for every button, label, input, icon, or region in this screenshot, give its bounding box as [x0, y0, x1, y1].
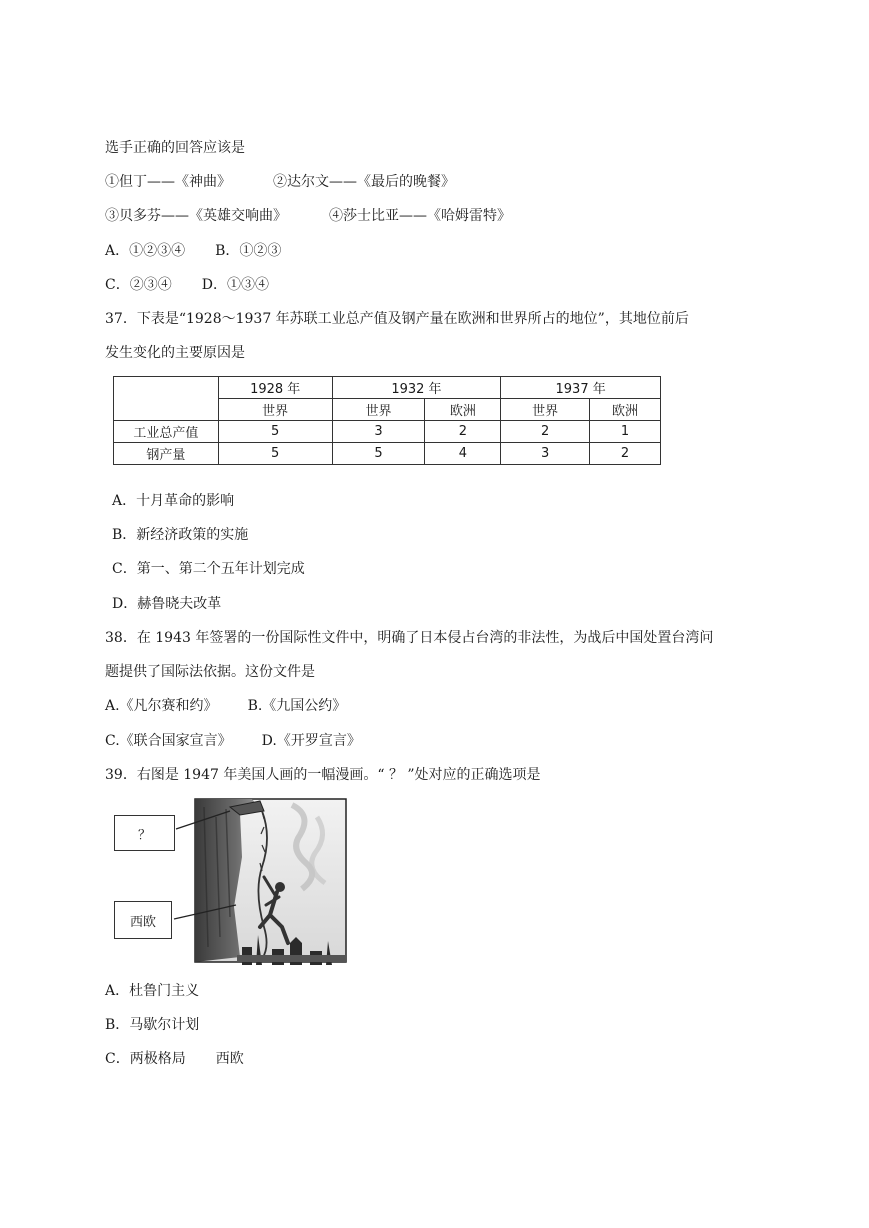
- q36-options-row-2: [105, 275, 269, 295]
- q36-option-c: C．②③④: [105, 277, 172, 293]
- cartoon-question-box: [114, 815, 175, 851]
- q37-stem-line-1: 37．下表是“1928～1937 年苏联工业总产值及钢产量在欧洲和世界所占的地位”，其地位前后: [105, 311, 689, 327]
- q36-statement-2: ②达尔文——《最后的晚餐》: [273, 174, 455, 190]
- table-cell: 4: [425, 443, 501, 465]
- cartoon-question-label: ？: [137, 827, 151, 843]
- q39-option-d-partial: 西欧: [215, 1051, 244, 1067]
- q37-option-c: C．第一、第二个五年计划完成: [112, 561, 305, 577]
- q37-option-d: D．赫鲁晓夫改革: [112, 596, 222, 612]
- q39-options-row-c: [105, 1049, 244, 1069]
- q36-statements-row-1: [105, 172, 455, 192]
- q38-option-b: B.《九国公约》: [247, 698, 347, 714]
- q36-option-a: A．①②③④: [105, 243, 186, 259]
- table-cell: 2: [501, 421, 590, 443]
- table-year-1937: 1937 年: [501, 377, 661, 399]
- cartoon-western-europe-label: 西欧: [129, 914, 156, 930]
- q37-option-b: B．新经济政策的实施: [112, 527, 249, 543]
- q36-statements-row-2: [105, 206, 511, 226]
- q36-option-d: D．①③④: [201, 277, 269, 293]
- table-row-label: 工业总产值: [114, 421, 219, 443]
- q38-option-c: C.《联合国家宣言》: [105, 733, 232, 749]
- table-cell: 3: [332, 421, 425, 443]
- q38-stem-line-2: 题提供了国际法依据。这份文件是: [105, 664, 315, 680]
- table-subheader: 世界: [332, 399, 425, 421]
- q38-option-d: D.《开罗宣言》: [261, 733, 361, 749]
- table-subheader: 世界: [218, 399, 332, 421]
- table-row-label: 钢产量: [114, 443, 219, 465]
- table-row: [114, 421, 661, 443]
- q37-stem-line-2: 发生变化的主要原因是: [105, 345, 245, 361]
- q37-option-a: A．十月革命的影响: [112, 493, 235, 509]
- table-corner-cell: [114, 377, 219, 421]
- q39-option-a: A．杜鲁门主义: [105, 983, 200, 999]
- table-cell: 2: [590, 443, 661, 465]
- q38-stem-line-1: 38．在 1943 年签署的一份国际性文件中，明确了日本侵占台湾的非法性，为战后中国处置台湾问: [105, 630, 714, 646]
- cold-war-cartoon: [112, 797, 352, 965]
- q39-option-b: B．马歇尔计划: [105, 1017, 200, 1033]
- q39-option-c: C．两极格局: [105, 1051, 186, 1067]
- q36-options-row-1: [105, 241, 281, 261]
- table-cell: 5: [218, 443, 332, 465]
- table-cell: 5: [332, 443, 425, 465]
- q36-option-b: B．①②③: [215, 243, 282, 259]
- q36-stem-tail: 选手正确的回答应该是: [105, 140, 245, 156]
- table-year-row: [114, 377, 661, 399]
- table-year-1928: 1928 年: [218, 377, 332, 399]
- cartoon-western-europe-box: [114, 901, 172, 939]
- table-cell: 5: [218, 421, 332, 443]
- table-cell: 2: [425, 421, 501, 443]
- q39-stem: 39．右图是 1947 年美国人画的一幅漫画。“ ？ ”处对应的正确选项是: [105, 767, 541, 783]
- q36-statement-3: ③贝多芬——《英雄交响曲》: [105, 208, 287, 224]
- q38-options-row-2: [105, 731, 361, 751]
- table-row: [114, 443, 661, 465]
- table-cell: 1: [590, 421, 661, 443]
- table-subheader: 欧洲: [425, 399, 501, 421]
- q36-statement-1: ①但丁——《神曲》: [105, 174, 231, 190]
- table-year-1932: 1932 年: [332, 377, 501, 399]
- table-subheader: 欧洲: [590, 399, 661, 421]
- table-subheader: 世界: [501, 399, 590, 421]
- q38-option-a: A.《凡尔赛和约》: [105, 698, 218, 714]
- table-cell: 3: [501, 443, 590, 465]
- q38-options-row-1: [105, 696, 346, 716]
- q36-statement-4: ④莎士比亚——《哈姆雷特》: [329, 208, 511, 224]
- soviet-ranking-table: [113, 376, 661, 465]
